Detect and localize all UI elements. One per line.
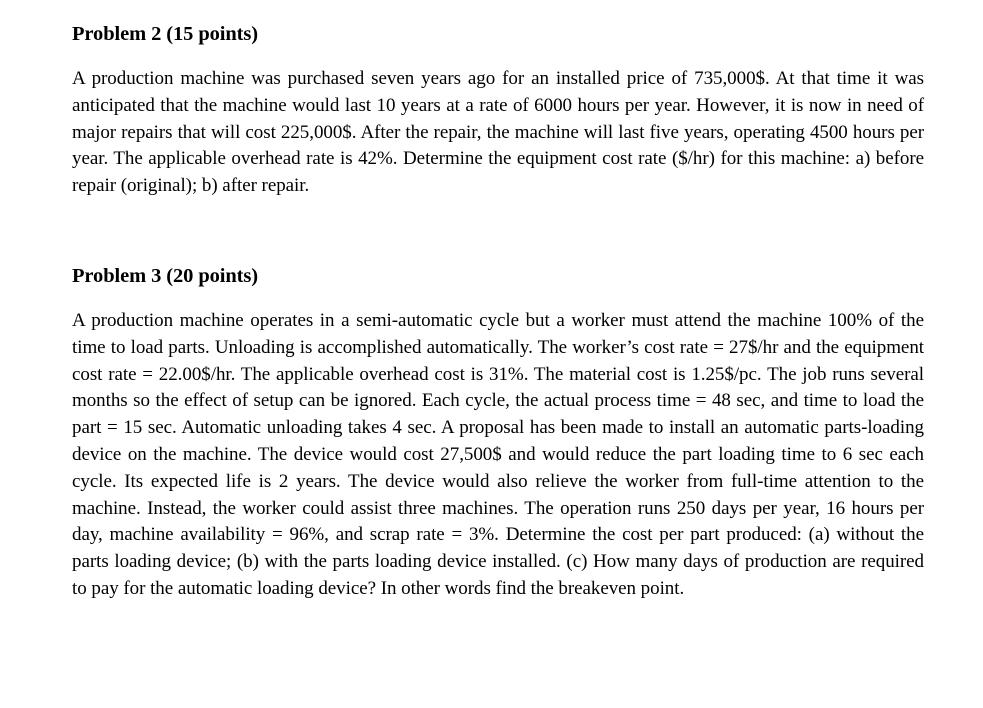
problem-3-text: A production machine operates in a semi-automatic cycle but a worker must attend the machine 100% of the time to load parts. Unloading is accomplished automatically. The worker’s cost rate = 27$/hr and the equipment cost rate = 22.00$/hr. The applicable overhead cost is 31%. The material cost is 1.25$/pc. The job runs several months so the effect of setup can be ignored. Each cycle, the actual process time = 48 sec, and time to load the part = 15 sec. Automatic unloading takes 4 sec. A proposal has been made to install an automatic parts-loading device on the machine. The device would cost 27,500$ and would reduce the part loading time to 6 sec each cycle. Its expected life is 2 years. The device would also relieve the worker from full-time attention to the machine. Instead, the worker could assist three machines. The operation runs 250 days per year, 16 hours per day, machine availability = 96%, and scrap rate = 3%. Determine the cost per part produced: (a) without the parts loading device; (b) with the parts loading device installed. (c) How many days of production are required to pay for the automatic loading device? In other words find the breakeven point. xyxy=(72,310,924,599)
problem-3-section xyxy=(72,262,924,603)
problem-2-section xyxy=(72,20,924,200)
problem-2-text: A production machine was purchased seven years ago for an installed price of 735,000$. At that time it was anticipated that the machine would last 10 years at a rate of 6000 hours per year. However, it is now in need of major repairs that will cost 225,000$. After the repair, the machine will last five years, operating 4500 hours per year. The applicable overhead rate is 42%. Determine the equipment cost rate ($/hr) for this machine: a) before repair (original); b) after repair. xyxy=(72,68,924,197)
problem-3-heading: Problem 3 (20 points) xyxy=(72,265,259,287)
problem-2-heading: Problem 2 (15 points) xyxy=(72,23,259,45)
